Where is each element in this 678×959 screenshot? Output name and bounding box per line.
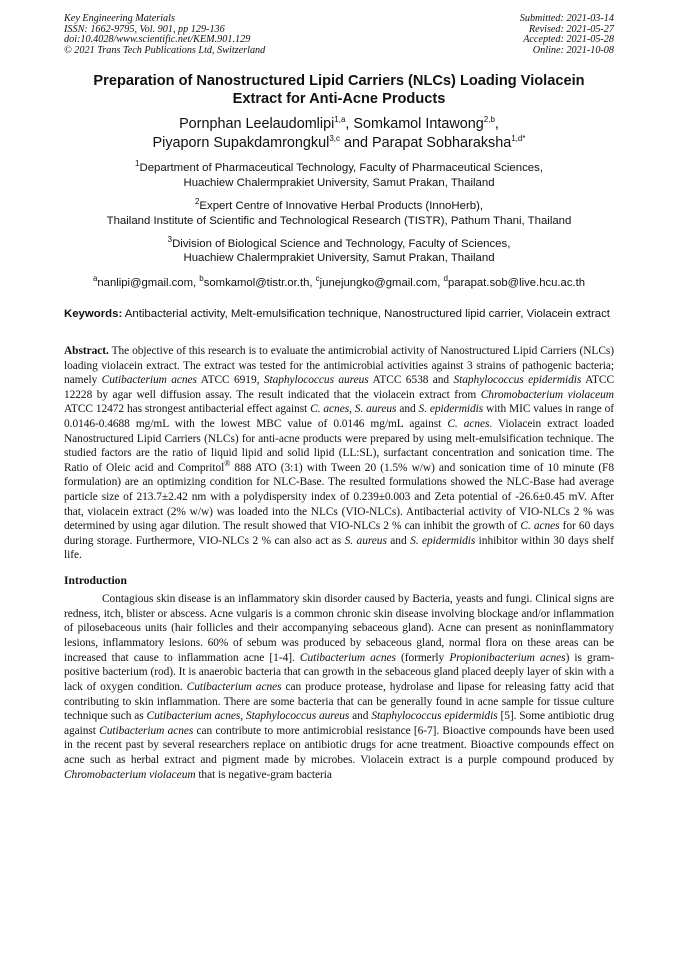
email-mark: c	[315, 274, 320, 284]
keywords	[64, 307, 614, 321]
author-name: Piyaporn Supakdamrongkul	[152, 134, 330, 151]
accepted-date: Accepted: 2021-05-28	[523, 34, 614, 46]
author-affil-mark: 1,a	[334, 115, 346, 125]
journal-name: Key Engineering Materials	[64, 13, 175, 24]
intro-text: and	[349, 710, 372, 723]
affiliation-text: Expert Centre of Innovative Herbal Products (InnoHerb),	[199, 200, 484, 213]
abstract-text: . Violacein extract loaded Nanostructured Lipid Carriers (NLCs) for anti-acne products were prepared by using melt-emulsification technique. The studied factors are the ratio of liquid lipid and solid lipid (LL:SL), surfactant concentration and sonication time. The Ratio of Oleic acid and Compritol	[64, 417, 615, 474]
journal-info	[64, 14, 265, 56]
copyright: © 2021 Trans Tech Publications Ltd, Switzerland	[64, 44, 266, 56]
title-line-1: Preparation of Nanostructured Lipid Carriers (NLCs) Loading Violacein	[93, 73, 585, 90]
email-mark: d	[443, 274, 448, 284]
species-name: Staphylococcus aureus	[263, 374, 369, 387]
species-name: Cutibacterium acnes	[99, 724, 194, 737]
introduction-heading: Introduction	[64, 573, 127, 587]
intro-text: Contagious skin disease is an inflammatory skin disorder caused by Bacteria, yeasts and fungi. Clinical signs are redness, itch, blister or abscess. Acne vulgaris is a common chronic skin disease involving blockage and/or inflammation of pilosebaceous units (hair follicles and their accompanying sebaceous gland). Acne can present as noninflammatory lesions, inflammatory lesions. 60% of sebum was produced by sebaceous gland, normal flora on these areas can be increased that cause to inflammation acne [1-4].	[64, 592, 614, 664]
species-name: Propionibacterium acnes	[449, 651, 566, 664]
species-name: Cutibacterium acnes	[186, 680, 282, 693]
abstract	[64, 344, 614, 563]
separator: ,	[494, 116, 499, 133]
revised-date: Revised: 2021-05-27	[528, 23, 614, 35]
keywords-label: Keywords:	[64, 307, 123, 320]
species-name: S. epidermidis	[410, 534, 476, 547]
title-line-2: Extract for Anti-Acne Products	[232, 91, 446, 108]
species-name: Cutibacterium acnes	[299, 651, 396, 664]
affiliation-1	[64, 161, 614, 190]
paper-title	[64, 72, 614, 108]
affiliation-2	[64, 199, 614, 228]
author-name: Parapat Sobharaksha	[372, 134, 512, 151]
intro-text: can contribute to more antimicrobial resistance [6-7]. Bioactive compounds have been used in the recent past by several researchers replace on antibiotic drugs for acne treatment. Bioactive compounds effect on acne such as herbal extract and pigment made by microbes. Violacein extract is a purple compound produced by	[64, 724, 615, 767]
author-name: Pornphan Leelaudomlipi	[179, 116, 335, 133]
abstract-text: ,	[349, 403, 355, 416]
affiliation-3	[64, 237, 614, 266]
separator: and	[340, 134, 373, 151]
intro-text: that is negative-gram bacteria	[195, 768, 332, 781]
species-name: S. epidermidis	[418, 403, 484, 416]
intro-text: ) is gram-positive bacterium (rod). It is anaerobic bacteria that can growth in the sebaceous gland placed deeply layer of skin with a lack of oxygen condition.	[64, 651, 615, 693]
affiliation-text: Thailand Institute of Scientific and Technological Research (TISTR), Pathum Thani, Thailand	[106, 214, 572, 227]
species-name: S. aureus	[344, 534, 387, 547]
affiliation-line	[64, 237, 614, 251]
author-affil-mark: 3,c	[329, 134, 340, 144]
email-link[interactable]: junejungko@gmail.com	[319, 276, 438, 289]
species-name: Cutibacterium acnes	[101, 374, 197, 387]
email-mark: a	[92, 274, 98, 284]
author-emails	[64, 276, 614, 290]
abstract-text: ATCC 6919,	[196, 374, 264, 387]
affiliation-number: 3	[167, 235, 173, 245]
affiliation-number: 1	[135, 159, 140, 169]
author-list	[64, 115, 614, 152]
affiliation-line	[64, 161, 614, 175]
abstract-text: with MIC values in range of 0.0146-0.4688 mg/mL with the lowest MBC value of 0.0146 mg/mL against	[64, 403, 614, 430]
authors-line-2	[64, 134, 614, 153]
affiliation-line	[64, 199, 614, 213]
separator: ,	[309, 276, 316, 289]
abstract-text: ATCC 12472 has strongest antibacterial effect against	[64, 403, 311, 416]
species-name: Chromobacterium violaceum	[480, 388, 614, 401]
intro-text: [5]. Some antibiotic drug against	[64, 710, 614, 737]
dates-info	[520, 14, 614, 56]
species-name: Staphylococcus epidermidis	[371, 710, 498, 723]
issn: ISSN: 1662-9795, Vol. 901, pp 129-136	[64, 23, 225, 35]
authors-line-1	[64, 115, 614, 134]
affiliation-text: Huachiew Chalermprakiet University, Samut Prakan, Thailand	[183, 176, 495, 189]
email-link[interactable]: parapat.sob@live.hcu.ac.th	[447, 276, 586, 289]
separator: ,	[193, 276, 200, 289]
registered-mark: ®	[224, 458, 231, 468]
abstract-text: 888 ATO (3:1) with Tween 20 (1.5% w/w) and sonication time of 10 minute (F8 formulation) are an optimizing condition for NLC-Base. The resulted formulations showed the NLC-Base had average particle size of 213.7±2.42 nm with a polydispersity index of 0.239±0.003 and Zeta potential of -26.6±0.45 mV. After that, violacein extract (2% w/w) was loaded into the NLCs (VIO-NLCs). Antibacterial activity of VIO-NLCs 2 % was determined by using agar dilution. The result showed that VIO-NLCs 2 % can inhibit the growth of	[64, 461, 614, 533]
introduction-body	[64, 592, 614, 783]
species-name: S. aureus	[354, 403, 397, 416]
affiliation-text: Department of Pharmaceutical Technology, Faculty of Pharmaceutical Sciences,	[139, 162, 543, 175]
abstract-label: Abstract.	[64, 345, 109, 358]
affiliation-number: 2	[194, 197, 200, 207]
abstract-text: and	[396, 403, 419, 416]
species-name: C. acnes	[447, 417, 490, 430]
affiliation-text: Huachiew Chalermprakiet University, Samut Prakan, Thailand	[183, 252, 495, 265]
species-name: Chromobacterium violaceum	[64, 768, 196, 781]
email-mark: b	[199, 274, 204, 284]
species-name: Cutibacterium acnes, Staphylococcus aureus	[146, 710, 350, 723]
abstract-text: The objective of this research is to evaluate the antimicrobial activity of Nanostructured Lipid Carriers (NLCs) loading violacein extract. The extract was tested for the antimicrobial activities against 3 strains of pathogenic bacteria; namely	[64, 345, 614, 387]
keywords-text: Antibacterial activity, Melt-emulsification technique, Nanostructured lipid carrier, Violacein extract	[122, 307, 610, 320]
journal-header	[64, 14, 614, 56]
affiliation-text: Division of Biological Science and Technology, Faculty of Sciences,	[172, 238, 511, 250]
abstract-text: and	[386, 534, 411, 547]
doi: doi:10.4028/www.scientific.net/KEM.901.129	[64, 34, 251, 46]
intro-text: (formerly	[395, 651, 450, 664]
author-affil-mark: 1,d*	[511, 134, 526, 144]
abstract-text: for 60 days during storage. Furthermore, VIO-NLCs 2 % can also act as	[64, 520, 615, 547]
abstract-text: inhibitor within 30 days shelf life.	[64, 534, 614, 562]
separator: ,	[345, 116, 354, 133]
species-name: Staphylococcus epidermidis	[453, 374, 582, 387]
abstract-text: ATCC 12228 by agar well diffusion assay. The result indicated that the violacein extract from	[64, 374, 615, 401]
email-link[interactable]: nanlipi@gmail.com	[97, 276, 193, 289]
author-affil-mark: 2,b	[483, 115, 495, 125]
intro-text: can produce protease, hydrolase and lipase for releasing fatty acid that contributing to skin inflammation. There are some bacteria that can be generally found in acne sample for tissue culture technique such as	[64, 680, 615, 723]
submitted-date: Submitted: 2021-03-14	[519, 13, 614, 24]
separator: ,	[437, 276, 444, 289]
online-date: Online: 2021-10-08	[532, 44, 614, 56]
abstract-text: ATCC 6538 and	[368, 374, 454, 387]
species-name: C. acnes	[520, 520, 560, 533]
author-name: Somkamol Intawong	[353, 116, 484, 133]
species-name: C. acnes	[310, 403, 350, 416]
email-link[interactable]: somkamol@tistr.or.th	[203, 276, 310, 289]
